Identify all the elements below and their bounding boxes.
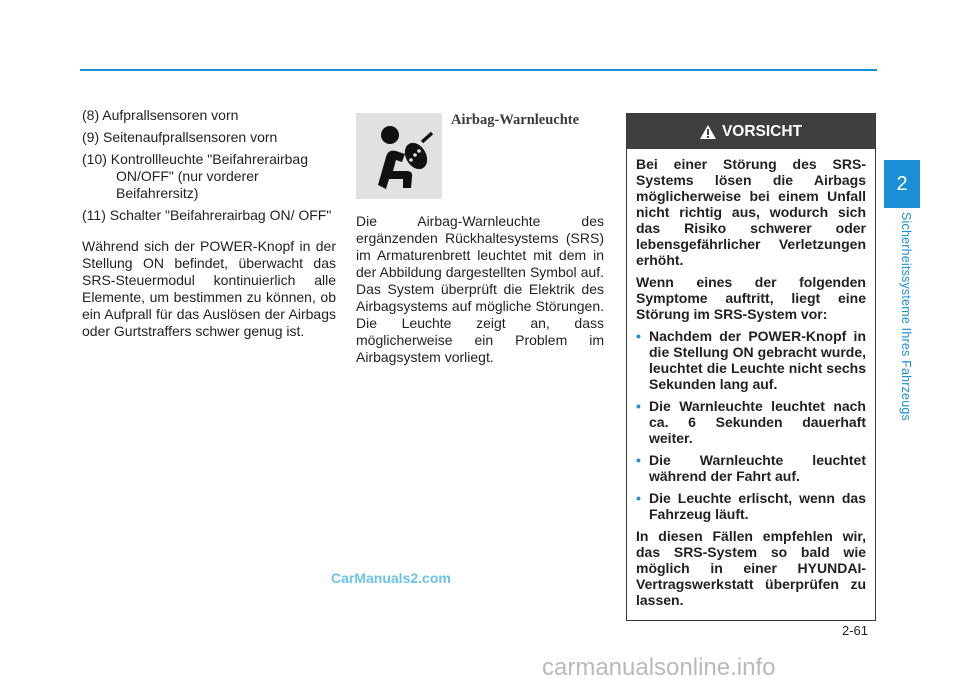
airbag-warning-icon <box>356 113 442 199</box>
list-item: (9) Seitenaufprallsensoren vorn <box>82 129 278 145</box>
page-number: 2-61 <box>842 623 869 638</box>
bullet-icon: • <box>636 490 641 506</box>
bullet-icon: • <box>636 398 641 414</box>
caution-bullet-list <box>636 328 866 522</box>
caution-lead: Wenn eines der folgenden Symptome auftritt, liegt eine Störung im SRS-System vor: <box>636 274 866 322</box>
watermark-link[interactable]: CarManuals2.com <box>331 570 451 586</box>
caution-title: VORSICHT <box>721 122 803 140</box>
chapter-tab: 2 <box>884 160 920 208</box>
bullet-icon: • <box>636 328 641 344</box>
body-paragraph: Während sich der POWER-Knopf in der Stellung ON befindet, überwacht das SRS-Steuermodul kontinuierlich alle Elemente, um bestimmen zu können, ob ein Aufprall für das Auslösen der Airbags oder Gurtstraffers schwer genug ist. <box>82 238 336 339</box>
list-item: (8) Aufprallsensoren vorn <box>82 107 239 123</box>
caution-bullet: • Die Leuchte erlischt, wenn das Fahrzeug läuft. <box>636 490 866 522</box>
caution-bullet: • Die Warnleuchte leuchtet nach ca. 6 Sekunden dauerhaft weiter. <box>636 398 866 446</box>
top-rule <box>80 69 877 71</box>
section-heading: Airbag-Warnleuchte <box>451 112 580 128</box>
chapter-label: Sicherheitssysteme Ihres Fahrzeugs <box>899 212 913 421</box>
caution-box <box>626 113 876 621</box>
list-item: (11) Schalter "Beifahrerairbag ON/ OFF" <box>82 207 332 223</box>
list-item: (10) Kontrollleuchte "Beifahrerairbag ON/OFF" (nur vorderer Beifahrersitz) <box>82 151 308 201</box>
bullet-icon: • <box>636 452 641 468</box>
footer-watermark: carmanualsonline.info <box>542 654 776 681</box>
caution-header <box>627 114 875 149</box>
caution-intro: Bei einer Störung des SRS-Systems lösen die Airbags möglicherweise bei einem Unfall nicht richtig aus, wodurch sich das Risiko schwerer oder lebensgefährlicher Verletzungen erhöht. <box>636 156 866 268</box>
body-paragraph: Die Airbag-Warnleuchte des ergänzenden Rückhaltesystems (SRS) im Armaturenbrett leuchtet mit dem in der Abbildung dargestellten Symbol auf. Das System überprüft die Elektrik des Airbagsystems auf mögliche Störungen. Die Leuchte zeigt an, dass möglicherweise ein Problem im Airbagsystem vorliegt. <box>356 213 604 365</box>
caution-closing: In diesen Fällen empfehlen wir, das SRS-System so bald wie möglich in einer HYUNDAI-Vertragswerkstatt überprüfen zu lassen. <box>636 528 866 608</box>
caution-bullet: • Nachdem der POWER-Knopf in die Stellung ON gebracht wurde, leuchtet die Leuchte nicht sechs Sekunden lang auf. <box>636 328 866 392</box>
warning-triangle-icon <box>700 125 716 139</box>
caution-bullet: • Die Warnleuchte leuchtet während der Fahrt auf. <box>636 452 866 484</box>
left-column <box>82 107 336 340</box>
